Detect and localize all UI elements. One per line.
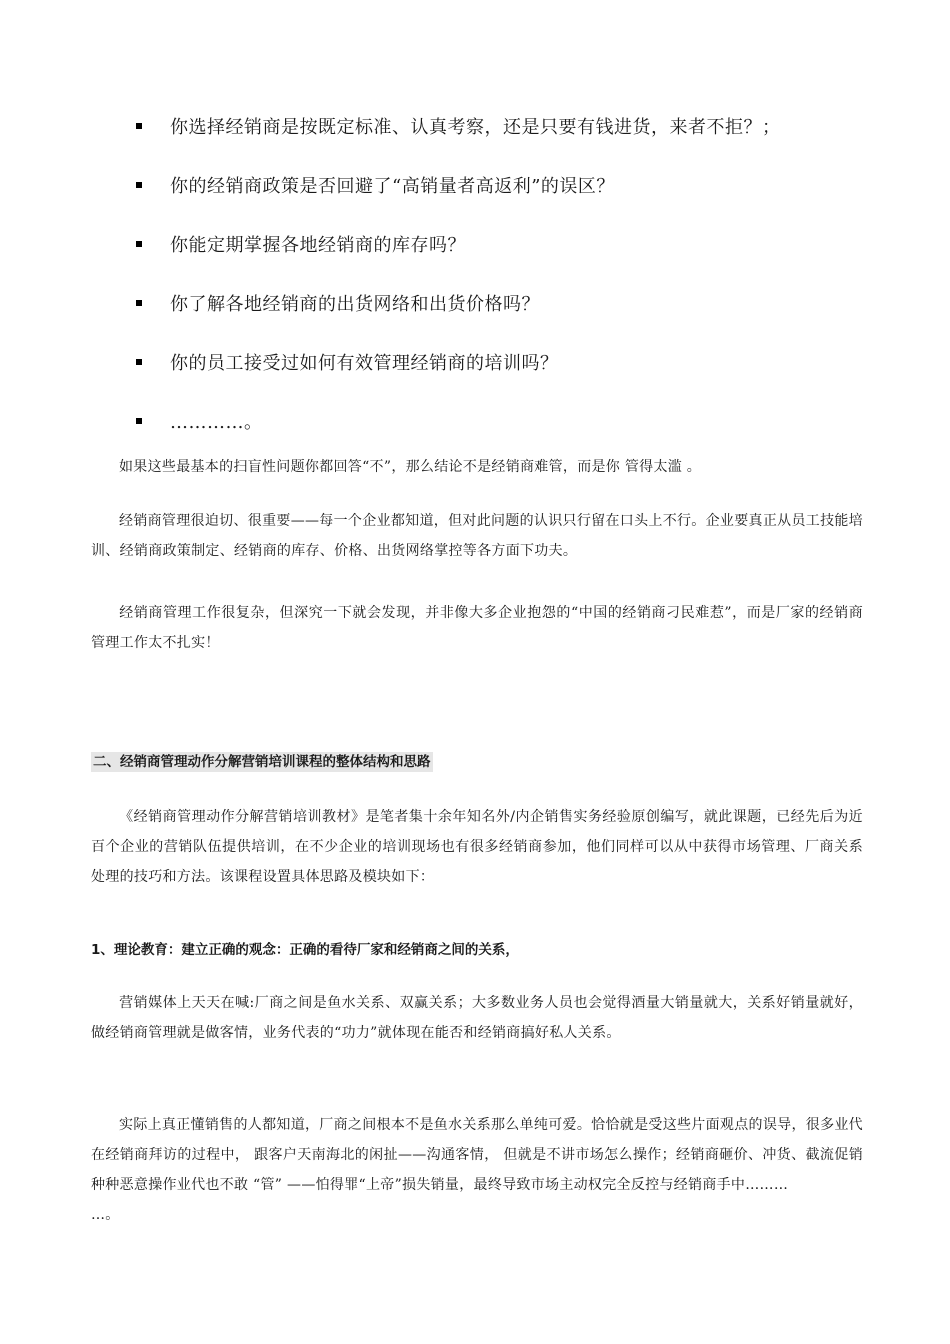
list-item (130, 96, 850, 155)
paragraph-text: 经销商管理很迫切、很重要——每一个企业都知道，但对此问题的认识只行留在口头上不行。企业要真正从员工技能培训、经销商政策制定、经销商的库存、价格、出货网络掌控等各方面下功夫。 (91, 513, 863, 559)
section-heading: 二、经销商管理动作分解营销培训课程的整体结构和思路 (93, 754, 431, 770)
square-bullet-icon (136, 359, 142, 365)
square-bullet-icon (136, 418, 142, 424)
list-item (130, 332, 850, 391)
media-view-paragraph (91, 988, 863, 1048)
paragraph-text: 如果这些最基本的扫盲性问题你都回答“不”，那么结论不是经销商难管，而是你 管得太滥 。 (119, 459, 702, 475)
bullet-text: 你选择经销商是按既定标准、认真考察，还是只要有钱进货，来者不拒？； (170, 116, 781, 138)
bullet-text: 你了解各地经销商的出货网络和出货价格吗？ (170, 293, 540, 315)
paragraph-text: 营销媒体上天天在喊:厂商之间是鱼水关系、双赢关系；大多数业务人员也会觉得酒量大销量就大，关系好销量就好，做经销商管理就是做客情，业务代表的“功力”就体现在能否和经销商搞好私人关系。 (91, 995, 863, 1041)
list-item (130, 391, 850, 450)
bullet-text: 你的员工接受过如何有效管理经销商的培训吗？ (170, 352, 559, 374)
paragraph-text: 《经销商管理动作分解营销培训教材》是笔者集十余年知名外/内企销售实务经验原创编写，就此课题，已经先后为近百个企业的营销队伍提供培训，在不少企业的培训现场也有很多经销商参加，他们同样可以从中获得市场管理、厂商关系处理的技巧和方法。该课程设置具体思路及模块如下： (91, 809, 863, 885)
bullet-text: …………。 (170, 411, 263, 433)
complexity-paragraph (91, 598, 863, 658)
list-item (130, 273, 850, 332)
square-bullet-icon (136, 300, 142, 306)
paragraph-text: 实际上真正懂销售的人都知道，厂商之间根本不是鱼水关系那么单纯可爱。恰恰就是受这些片面观点的误导，很多业代在经销商拜访的过程中， 跟客户天南海北的闲扯——沟通客情， 但就是不讲市场怎么操作；经销商砸价、冲货、截流促销种种恶意操作业代也不敢 “管” ——怕得罪“上帝”损失销量，最终导致市场主动权完全反控与经销商手中……… …。 (91, 1117, 863, 1223)
conclusion-paragraph (91, 452, 863, 482)
paragraph-text: 经销商管理工作很复杂，但深究一下就会发现，并非像大多企业抱怨的“中国的经销商刁民难惹”，而是厂家的经销商管理工作太不扎实！ (91, 605, 863, 651)
list-item (130, 155, 850, 214)
course-intro-paragraph (91, 802, 863, 892)
square-bullet-icon (136, 182, 142, 188)
square-bullet-icon (136, 241, 142, 247)
bullet-text: 你的经销商政策是否回避了“高销量者高返利”的误区？ (170, 175, 615, 197)
importance-paragraph (91, 506, 863, 566)
question-bullet-list (130, 96, 850, 450)
bullet-text: 你能定期掌握各地经销商的库存吗？ (170, 234, 466, 256)
subsection-heading: 1、理论教育：建立正确的观念：正确的看待厂家和经销商之间的关系， (91, 942, 519, 958)
reality-paragraph (91, 1080, 863, 1230)
square-bullet-icon (136, 123, 142, 129)
list-item (130, 214, 850, 273)
